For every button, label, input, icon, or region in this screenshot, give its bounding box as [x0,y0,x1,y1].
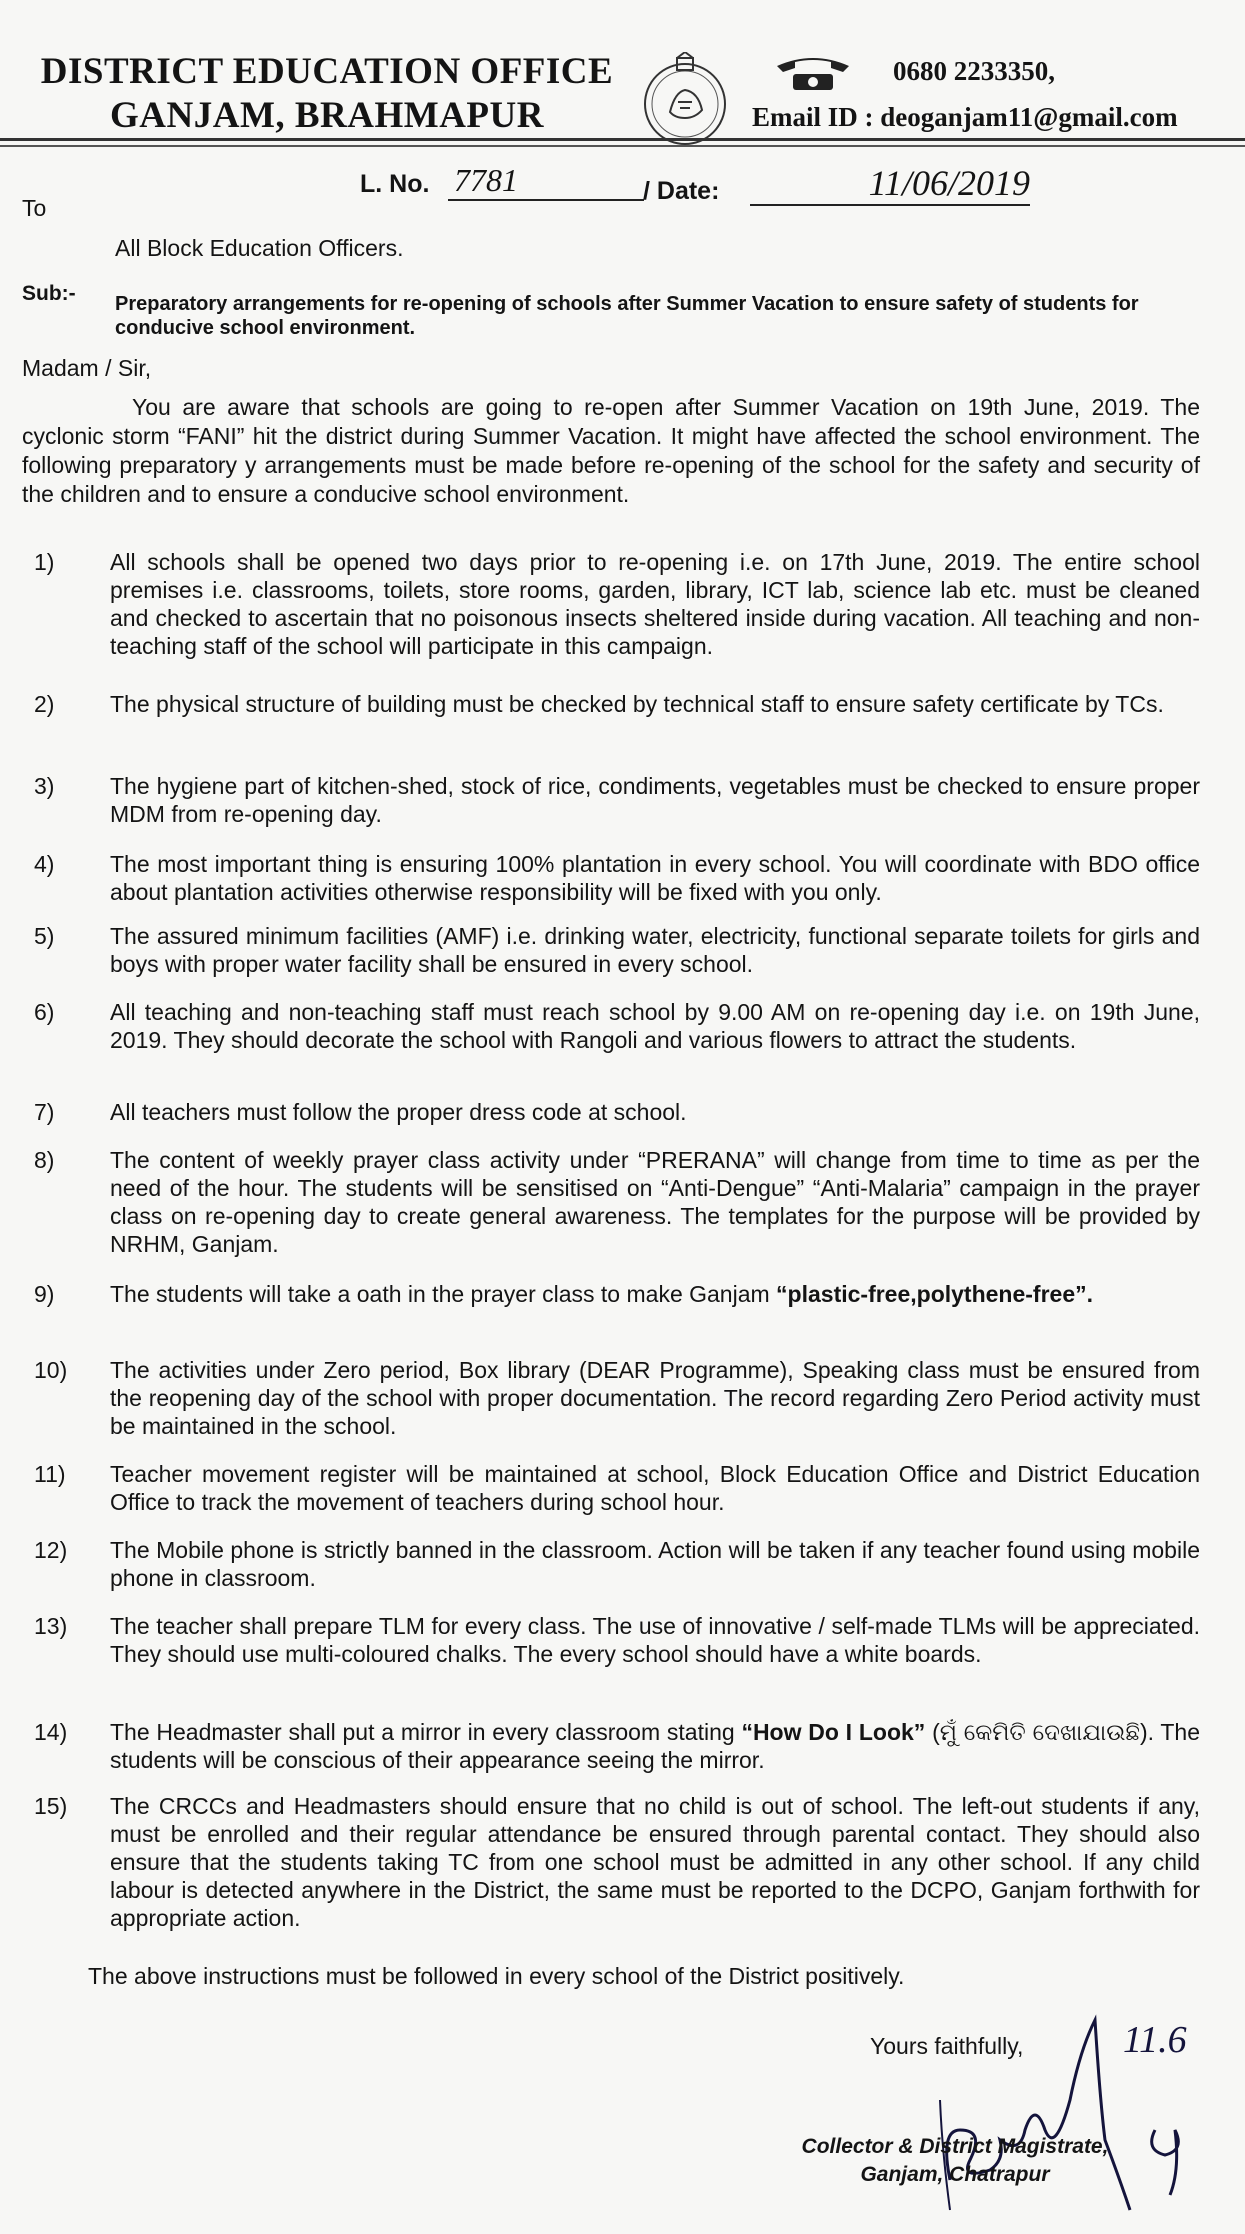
subject-text: Preparatory arrangements for re-opening of schools after Summer Vacation to ensure safety of students for conducive school environment. [115,293,1139,339]
office-line-1: DISTRICT EDUCATION OFFICE [40,51,614,92]
item-bold-text: “plastic-free,polythene-free”. [776,1281,1094,1307]
item-number: 12) [34,1537,68,1563]
letter-number-label: L. No. [360,170,430,198]
item-number: 10) [34,1357,68,1383]
item-number: 3) [34,773,55,799]
date-label: / Date: [643,177,720,205]
yours-faithfully: Yours faithfully, [870,2033,1024,2059]
closing-line: The above instructions must be followed in every school of the District positively. [88,1963,905,1989]
item-number: 15) [34,1793,68,1819]
item-text-wrap [110,1280,1200,1308]
office-line-2: GANJAM, BRAHMAPUR [110,95,544,136]
phone-number: 0680 2233350, [893,56,1055,86]
item-text: The assured minimum facilities (AMF) i.e. drinking water, electricity, functional separate toilets for girls and boys with proper water facility shall be ensured in every school. [110,923,1200,977]
subject-label: Sub:- [22,282,76,305]
signatory-title [770,2133,1140,2189]
item-text: All schools shall be opened two days prior to re-opening i.e. on 17th June, 2019. The entire school premises i.e. classrooms, toilets, store rooms, garden, library, ICT lab, science lab etc. must be cleaned and checked to ascertain that no poisonous insects sheltered inside during vacation. All teaching and non-teaching staff of the school will participate in this campaign. [110,549,1200,659]
office-name [22,50,632,138]
signatory-line-1: Collector & District Magistrate, [801,2135,1109,2158]
item-text: All teaching and non-teaching staff must reach school by 9.00 AM on re-opening day i.e. on 19th June, 2019. They should decorate the school with Rangoli and various flowers to attract the students. [110,999,1200,1053]
item-number: 4) [34,851,55,877]
item-number: 9) [34,1281,55,1307]
item-bold-text: “How Do I Look” [741,1719,926,1745]
item-text: The Mobile phone is strictly banned in the classroom. Action will be taken if any teacher found using mobile phone in classroom. [110,1537,1200,1591]
item-number: 6) [34,999,55,1025]
item-text: The physical structure of building must be checked by technical staff to ensure safety certificate by TCs. [110,691,1164,717]
item-text: The most important thing is ensuring 100% plantation in every school. You will coordinate with BDO office about plantation activities otherwise responsibility will be fixed with you only. [110,851,1200,905]
item-text: The students will take a oath in the prayer class to make Ganjam [110,1281,770,1307]
state-emblem-icon [640,52,730,152]
signatory-line-2: Ganjam, Chatrapur [860,2163,1050,2186]
item-text: Teacher movement register will be maintained at school, Block Education Office and District Education Office to track the movement of teachers during school hour. [110,1461,1200,1515]
recipient: All Block Education Officers. [115,235,404,261]
item-number: 14) [34,1719,68,1745]
telephone-icon [773,52,853,92]
to-label: To [22,195,47,221]
item-text-wrap [110,1718,1200,1774]
header-divider [0,138,1245,141]
email-id: Email ID : deoganjam11@gmail.com [752,102,1178,132]
item-text: The content of weekly prayer class activity under “PRERANA” will change from time to time as per the need of the hour. The students will be sensitised on “Anti-Dengue” “Anti-Malaria” campaign in the prayer class on re-opening day to create general awareness. The templates for the purpose will be provided by NRHM, Ganjam. [110,1147,1200,1257]
item-number: 8) [34,1147,55,1173]
item-text: The teacher shall prepare TLM for every class. The use of innovative / self-made TLMs will be appreciated. They should use multi-coloured chalks. The every school should have a white boards. [110,1613,1200,1667]
item-text: The activities under Zero period, Box library (DEAR Programme), Speaking class must be ensured from the reopening day of the school with proper documentation. The record regarding Zero Period activity must be maintained in the school. [110,1357,1200,1439]
date-value: 11/06/2019 [750,162,1030,206]
intro-paragraph: You are aware that schools are going to re-open after Summer Vacation on 19th June, 2019. The cyclonic storm “FANI” hit the district during Summer Vacation. It might have affected the school environment. The following preparatory y arrangements must be made before re-opening of the school for the safety and security of the children and to ensure a conducive school environment. [22,394,1200,507]
item-number: 5) [34,923,55,949]
item-number: 13) [34,1613,68,1639]
item-number: 11) [34,1461,66,1487]
salutation: Madam / Sir, [22,355,152,381]
item-text-after: (ମୁଁ କେମିତି ଦେଖାଯାଉଛି). The students will be conscious of their appearance seeing the mirror. [110,1719,1201,1773]
handwritten-date: 11.6 [1123,2019,1187,2061]
item-text: The Headmaster shall put a mirror in every classroom stating [110,1719,735,1745]
item-number: 2) [34,691,55,717]
letter-number-value: 7781 [448,162,644,201]
header-divider-thin [0,145,1245,147]
item-number: 1) [34,549,55,575]
item-text: The CRCCs and Headmasters should ensure that no child is out of school. The left-out students if any, must be enrolled and their regular attendance be ensured through parental contact. They should also ensure that the students taking TC from one school must be admitted in any other school. If any child labour is detected anywhere in the District, the same must be reported to the DCPO, Ganjam forthwith for appropriate action. [110,1793,1200,1931]
item-number: 7) [34,1099,55,1125]
item-text: All teachers must follow the proper dress code at school. [110,1099,687,1125]
item-text: The hygiene part of kitchen-shed, stock of rice, condiments, vegetables must be checked to ensure proper MDM from re-opening day. [110,773,1200,827]
